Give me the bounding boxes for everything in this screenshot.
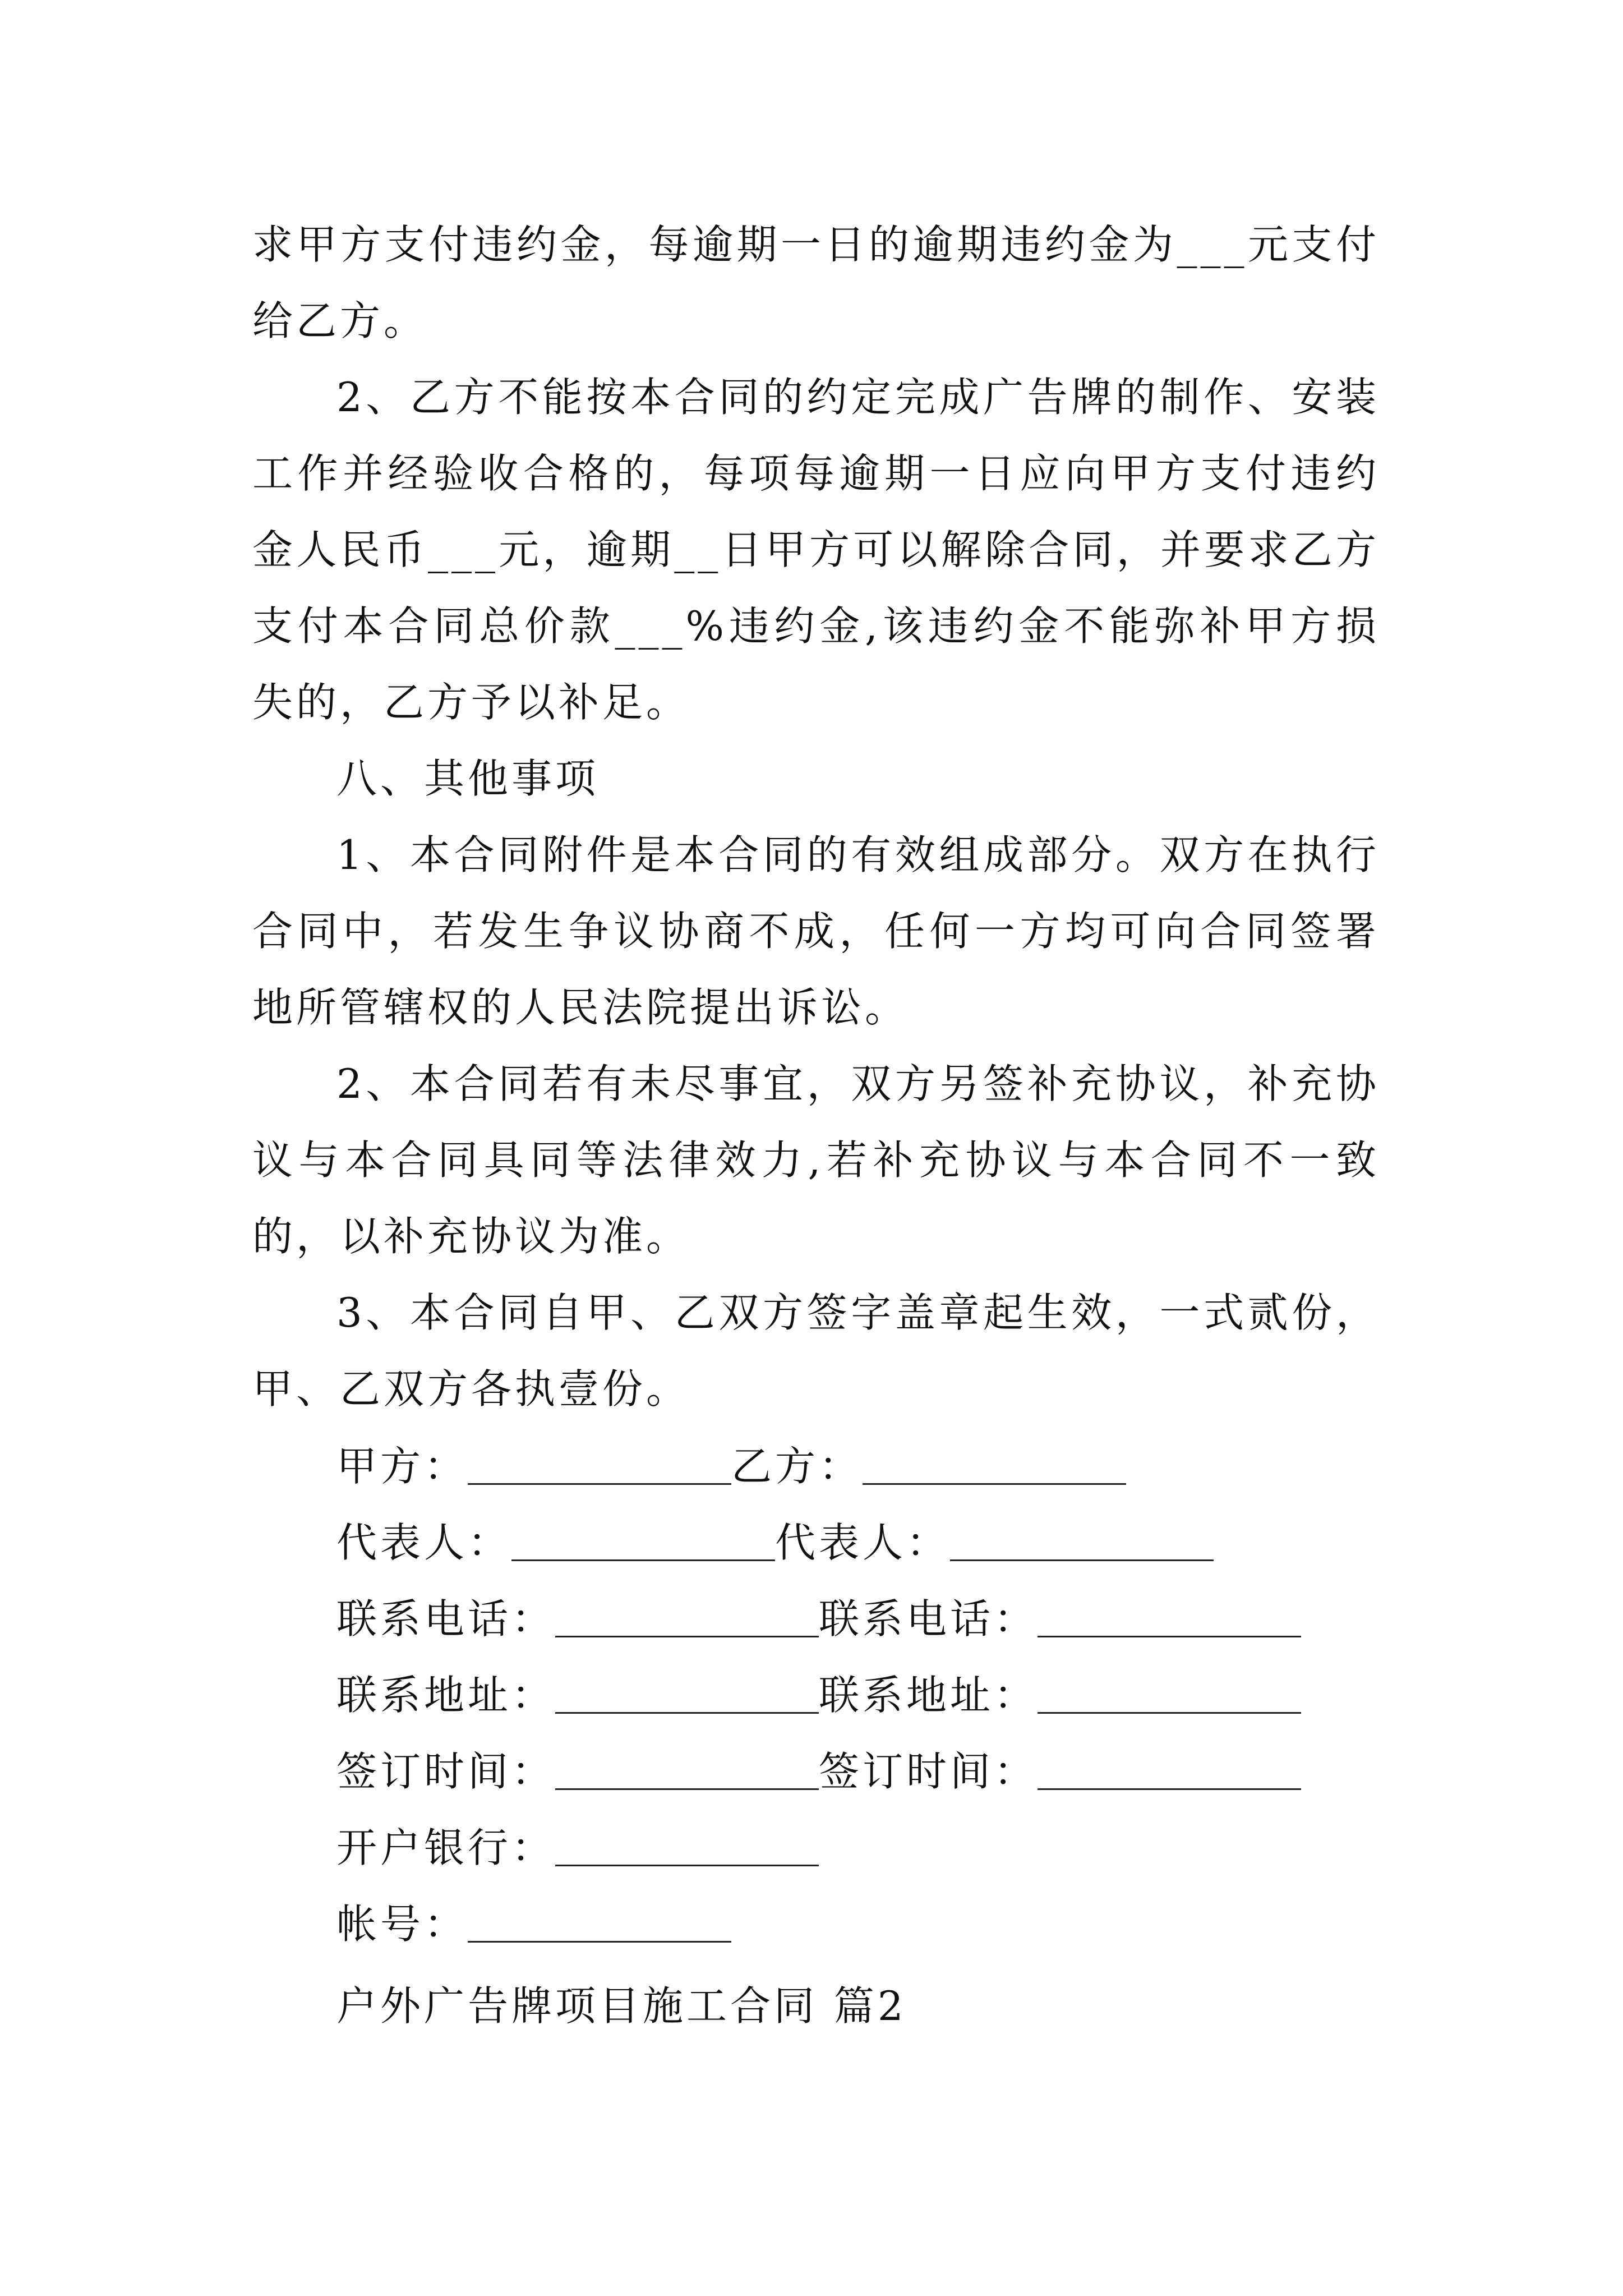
signature-row-bank <box>336 1810 819 1886</box>
phone-a-label: 联系电话： <box>336 1595 556 1642</box>
signature-row-date <box>336 1733 1301 1810</box>
party-b-blank <box>863 1483 1126 1485</box>
address-a-blank <box>555 1711 819 1714</box>
date-a-blank <box>555 1788 819 1790</box>
rep-b-blank <box>950 1559 1214 1561</box>
next-section-title: 户外广告牌项目施工合同 篇2 <box>336 1982 907 2030</box>
paragraph-penalty-b: 2、乙方不能按本合同的约定完成广告牌的制作、安装工作并经验收合格的，每项每逾期一日应向甲方支付违约金人民币___元，逾期__日甲方可以解除合同，并要求乙方支付本合同总价款___%违约金,该违约金不能弥补甲方损失的，乙方予以补足。 <box>252 374 1380 726</box>
phone-b-label: 联系电话： <box>819 1595 1038 1642</box>
account-blank <box>468 1940 731 1943</box>
phone-b-blank <box>1038 1635 1301 1637</box>
paragraph-clause-3: 3、本合同自甲、乙双方签字盖章起生效，一式贰份，甲、乙双方各执壹份。 <box>252 1289 1380 1412</box>
signature-row-party <box>336 1428 1126 1504</box>
account-label: 帐号： <box>336 1901 468 1948</box>
section-heading-other-matters: 八、其他事项 <box>336 755 600 802</box>
party-a-label: 甲方： <box>336 1443 468 1490</box>
date-a-label: 签订时间： <box>336 1748 556 1795</box>
bank-blank <box>555 1864 819 1866</box>
signature-row-representative <box>336 1504 1214 1581</box>
address-a-label: 联系地址： <box>336 1672 556 1719</box>
rep-a-blank <box>511 1559 775 1561</box>
date-b-blank <box>1038 1788 1301 1790</box>
paragraph-clause-2: 2、本合同若有未尽事宜，双方另签补充协议，补充协议与本合同具同等法律效力,若补充协议与本合同不一致的，以补充协议为准。 <box>252 1060 1380 1260</box>
paragraph-clause-1: 1、本合同附件是本合同的有效组成部分。双方在执行合同中，若发生争议协商不成，任何一方均可向合同签署地所管辖权的人民法院提出诉讼。 <box>252 831 1380 1031</box>
signature-row-address <box>336 1657 1301 1733</box>
party-a-blank <box>468 1483 731 1485</box>
party-b-label: 乙方： <box>731 1443 863 1490</box>
paragraph-penalty-a-cont: 求甲方支付违约金，每逾期一日的逾期违约金为___元支付给乙方。 <box>252 221 1380 344</box>
date-b-label: 签订时间： <box>819 1748 1038 1795</box>
phone-a-blank <box>555 1635 819 1637</box>
rep-a-label: 代表人： <box>336 1519 512 1566</box>
address-b-blank <box>1038 1711 1301 1714</box>
signature-row-phone <box>336 1581 1301 1657</box>
address-b-label: 联系地址： <box>819 1672 1038 1719</box>
rep-b-label: 代表人： <box>775 1519 951 1566</box>
bank-label: 开户银行： <box>336 1824 556 1871</box>
signature-row-account <box>336 1886 731 1962</box>
